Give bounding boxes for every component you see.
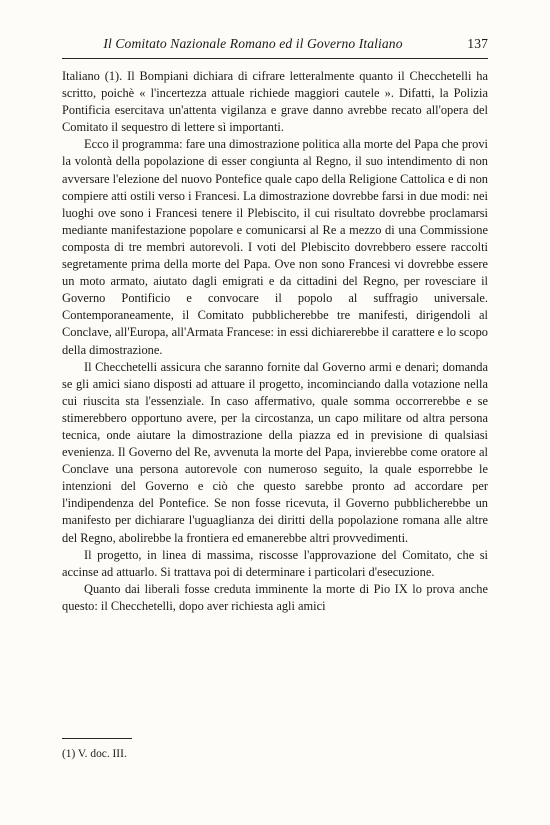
paragraph: Il progetto, in linea di massima, riscosse l'approvazione del Comitato, che si accinse ad attuarlo. Si trattava poi di determinare i particolari d'esecuzione.: [62, 547, 488, 579]
paragraph: Italiano (1). Il Bompiani dichiara di cifrare letteralmente quanto il Checchetelli ha scritto, poichè « l'incertezza attuale richiede maggiori cautele ». Difatti, la Polizia Pontificia esercitava un'attenta vigilanza e grave danno avrebbe recato all'opera del Comitato il sequestro di lettere sì importanti.: [62, 69, 488, 135]
paragraph: Quanto dai liberali fosse creduta imminente la morte di Pio IX lo prova anche questo: il Checchetelli, dopo aver richiesta agli amici: [62, 581, 488, 613]
footnote: (1) V. doc. III.: [62, 748, 127, 760]
page-number: 137: [467, 36, 488, 51]
footnote-rule: [62, 738, 132, 739]
running-header: [62, 36, 488, 56]
body-text: [62, 68, 488, 615]
paragraph: Ecco il programma: fare una dimostrazione politica alla morte del Papa che provi la volontà della popolazione di esser congiunta al Regno, il suo intendimento di non avversare l'elezione del nuovo Pontefice quale capo della Religione Cattolica e di non compiere atti ostili verso i Francesi. La dimostrazione dovrebbe farsi in due modi: nei luoghi ove sono i Francesi tenere il Plebiscito, il cui risultato dovrebbe proclamarsi mediante manifestazione popolare e comunicarsi al Re a mezzo di una Commissione composta di tre membri autorevoli. I voti del Plebiscito dovrebbero essere raccolti segretamente prima della morte del Papa. Ove non sono Francesi vi dovrebbe essere un moto armato, aiutato dagli emigrati e da cittadini del Regno, per rovesciare il Governo Pontificio e convocare il popolo al suffragio universale. Contemporaneamente, il Comitato pubblicherebbe tre manifesti, dirigendoli al Conclave, all'Europa, all'Armata Francese: in essi dichiarerebbe il carattere e lo scopo della dimostrazione.: [62, 137, 488, 357]
paragraph: Il Checchetelli assicura che saranno fornite dal Governo armi e denari; domanda se gli amici siano disposti ad attuare il progetto, incominciando dalla votazione nella cui riuscita sta l'essenziale. In caso affermativo, quale somma occorrerebbe e se stimerebbero opportuno avere, per la circostanza, un capo militare od altra persona tecnica, onde aiutare la dimostrazione della piazza ed in previsione di qualsiasi evenienza. Il Governo del Re, avvenuta la morte del Papa, invierebbe come oratore al Conclave una persona autorevole con numeroso seguito, la quale esporrebbe le intenzioni del Governo e ciò che questo sarebbe pronto ad accordare per l'indipendenza del Pontefice. Se non fosse ricevuta, il Governo pubblicherebbe un manifesto per dichiarare l'uguaglianza dei diritti della popolazione romana alle altre del Regno, abolirebbe la frontiera ed emanerebbe altri provvedimenti.: [62, 359, 488, 545]
running-title: Il Comitato Nazionale Romano ed il Governo Italiano: [103, 36, 403, 51]
header-rule: [62, 58, 488, 59]
